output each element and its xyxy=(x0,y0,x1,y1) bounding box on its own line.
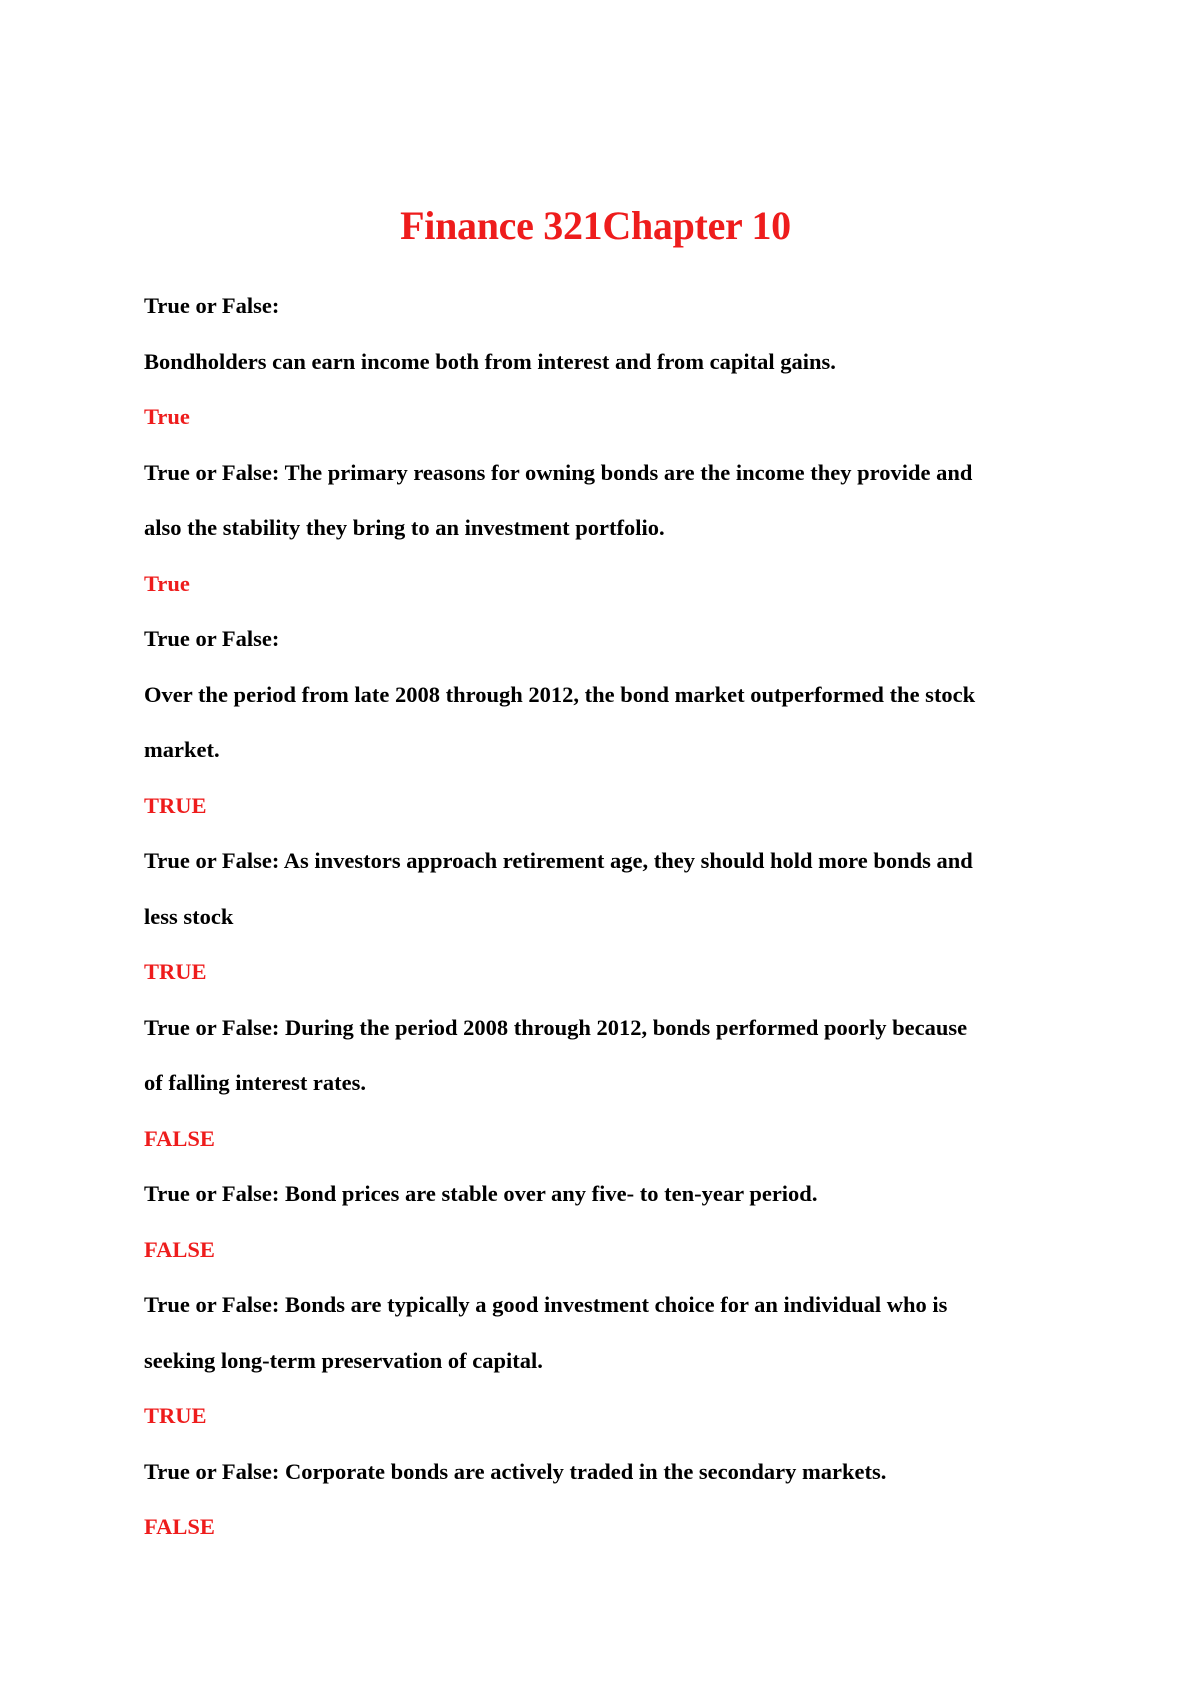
answer-line: TRUE xyxy=(144,793,207,818)
page-title: Finance 321Chapter 10 xyxy=(400,203,791,248)
question-line: True or False: As investors approach retirement age, they should hold more bonds and xyxy=(144,848,973,873)
question-line: Over the period from late 2008 through 2012, the bond market outperformed the stock xyxy=(144,682,976,707)
answer-line: TRUE xyxy=(144,1403,207,1428)
answer-line: True xyxy=(144,404,190,429)
answer-line: FALSE xyxy=(144,1237,215,1262)
question-line: True or False: xyxy=(144,626,280,651)
question-line: of falling interest rates. xyxy=(144,1070,367,1095)
answer-line: FALSE xyxy=(144,1126,215,1151)
question-line: market. xyxy=(144,737,220,762)
question-line: True or False: Bonds are typically a good investment choice for an individual who is xyxy=(144,1292,948,1317)
question-line: True or False: Bond prices are stable over any five- to ten-year period. xyxy=(144,1181,818,1206)
question-line: less stock xyxy=(144,904,234,929)
question-line: True or False: The primary reasons for owning bonds are the income they provide and xyxy=(144,460,973,485)
question-line: True or False: During the period 2008 through 2012, bonds performed poorly because xyxy=(144,1015,968,1040)
answer-line: True xyxy=(144,571,190,596)
answer-line: FALSE xyxy=(144,1514,215,1539)
question-line: also the stability they bring to an investment portfolio. xyxy=(144,515,665,540)
answer-line: TRUE xyxy=(144,959,207,984)
question-line: seeking long-term preservation of capital. xyxy=(144,1348,543,1373)
question-line: True or False: Corporate bonds are actively traded in the secondary markets. xyxy=(144,1459,887,1484)
question-line: Bondholders can earn income both from interest and from capital gains. xyxy=(144,349,836,374)
question-line: True or False: xyxy=(144,293,280,318)
